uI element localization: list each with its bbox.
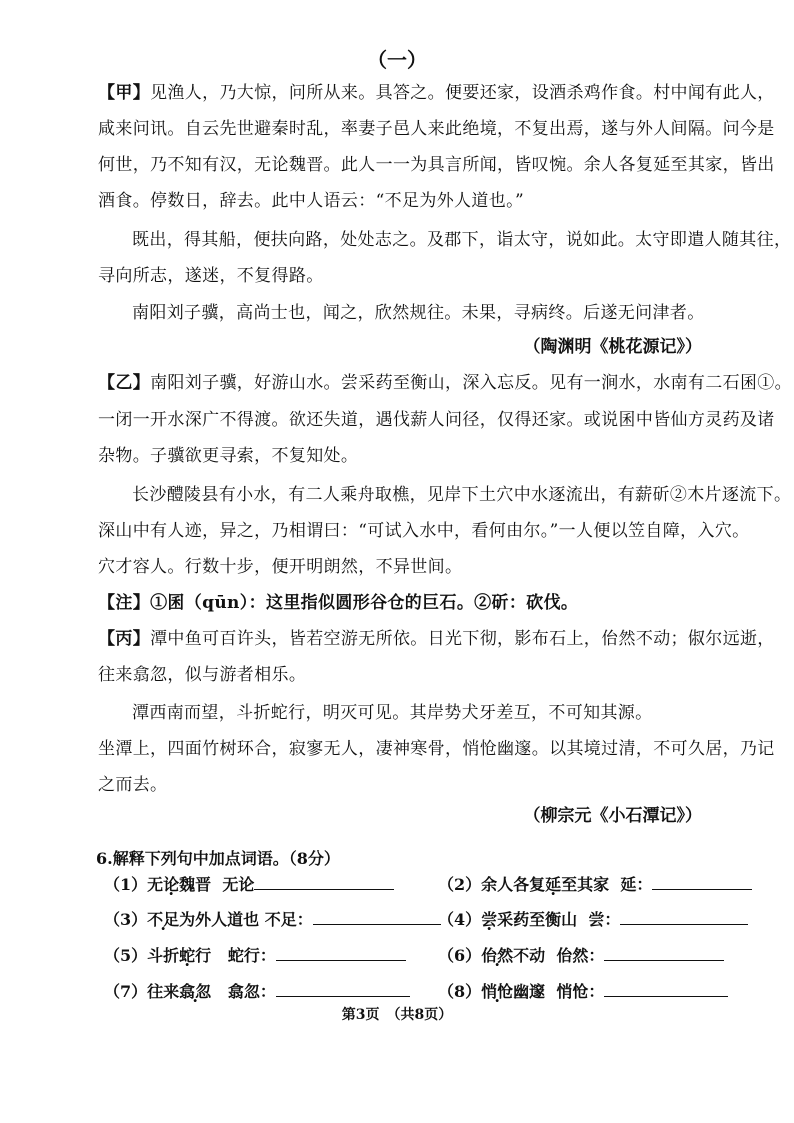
passage-jia-line: 咸来问讯。自云先世避秦时乱，率妻子邑人来此绝境，不复出焉，遂与外人间隔。问今是 [98,119,775,139]
passage-text: 潭中鱼可百许头，皆若空游无所依。日光下彻，影布石上，佁然不动；俶尔远逝， [150,629,775,649]
annotation-line [98,590,758,616]
passage-jia-line: 南阳刘子骥，高尚士也，闻之，欣然规往。未果，寻病终。后遂无问津者。 [132,303,705,323]
passage-yi-line: 一闭一开水深广不得渡。欲还失道，遇伐薪人问径，仅得还家。或说囷中皆仙方灵药及诸 [98,410,775,430]
answer-blank[interactable] [276,980,410,997]
page-footer: 第3页 （共8页） [341,1007,453,1023]
passage-tag-bing: 【丙】 [98,629,151,649]
answer-blank[interactable] [652,873,752,890]
passage-bing-line: 之而去。 [98,775,168,795]
annotation-tag: 【注】 [98,593,151,613]
passage-yi-line: 长沙醴陵县有小水，有二人乘舟取樵，见岸下土穴中水逐流出，有薪斫②木片逐流下。 [132,485,792,505]
annotation-text: ①囷（qūn）：这里指似圆形谷仓的巨石。②斫：砍伐。 [150,593,579,613]
passage-text: 见渔人，乃大惊，问所从来。具答之。便要还家，设酒杀鸡作食。村中闻有此人， [150,83,775,103]
passage-yi-line [98,370,793,396]
answer-blank[interactable] [604,944,724,961]
passage-bing-line: 潭西南而望，斗折蛇行，明灭可见。其岸势犬牙差互，不可知其源。 [132,703,653,723]
passage-jia-line: 寻向所志，遂迷，不复得路。 [98,266,324,286]
passage-yi-line: 杂物。子骥欲更寻索，不复知处。 [98,446,359,466]
section-title: （一） [367,48,427,72]
passage-bing-line [98,626,775,652]
passage-jia-line: 既出，得其船，便扶向路，处处志之。及郡下，诣太守，说如此。太守即遣人随其往， [132,230,792,250]
passage-text: 南阳刘子骥，好游山水。尝采药至衡山，深入忘反。见有一涧水，水南有二石囷①。 [150,373,793,393]
question-item-6: （6）佁然不动 佁然： [438,944,724,968]
passage-jia-line: 何世，乃不知有汉，无论魏晋。此人一一为具言所闻，皆叹惋。余人各复延至其家，皆出 [98,155,775,175]
passage-jia-line: 酒食。停数日，辞去。此中人语云：“不足为外人道也。” [98,191,524,211]
answer-blank[interactable] [313,908,441,925]
passage-bing-line: 坐潭上，四面竹树环合，寂寥无人，凄神寒骨，悄怆幽邃。以其境过清，不可久居，乃记 [98,739,775,759]
question-item-2: （2）余人各复延至其家 延： [438,873,752,897]
source-citation-bing: （柳宗元《小石潭记》） [523,806,702,826]
source-citation-jia: （陶渊明《桃花源记》） [523,337,702,357]
passage-tag-yi: 【乙】 [98,373,151,393]
passage-tag-jia: 【甲】 [98,83,151,103]
answer-blank[interactable] [604,980,728,997]
question-item-5: （5）斗折蛇行 蛇行： [104,944,406,968]
question-title: 6.解释下列句中加点词语。（8分） [96,849,340,868]
answer-blank[interactable] [620,908,748,925]
question-item-1: （1）无论魏晋 无论 [104,873,394,897]
answer-blank[interactable] [276,944,406,961]
question-item-8: （8）悄怆幽邃 悄怆： [438,980,728,1004]
question-item-4: （4）尝采药至衡山 尝： [438,908,748,932]
answer-blank[interactable] [254,873,394,890]
passage-bing-line: 往来翕忽，似与游者相乐。 [98,665,307,685]
question-item-3: （3）不足为外人道也 不足： [104,908,441,932]
passage-yi-line: 穴才容人。行数十步，便开明朗然，不异世间。 [98,557,463,577]
passage-jia-line [98,80,775,106]
passage-yi-line: 深山中有人迹，异之，乃相谓曰：“可试入水中，看何由尔。”一人便以笠自障，入穴。 [98,521,750,541]
question-item-7: （7）往来翕忽 翕忽： [104,980,410,1004]
